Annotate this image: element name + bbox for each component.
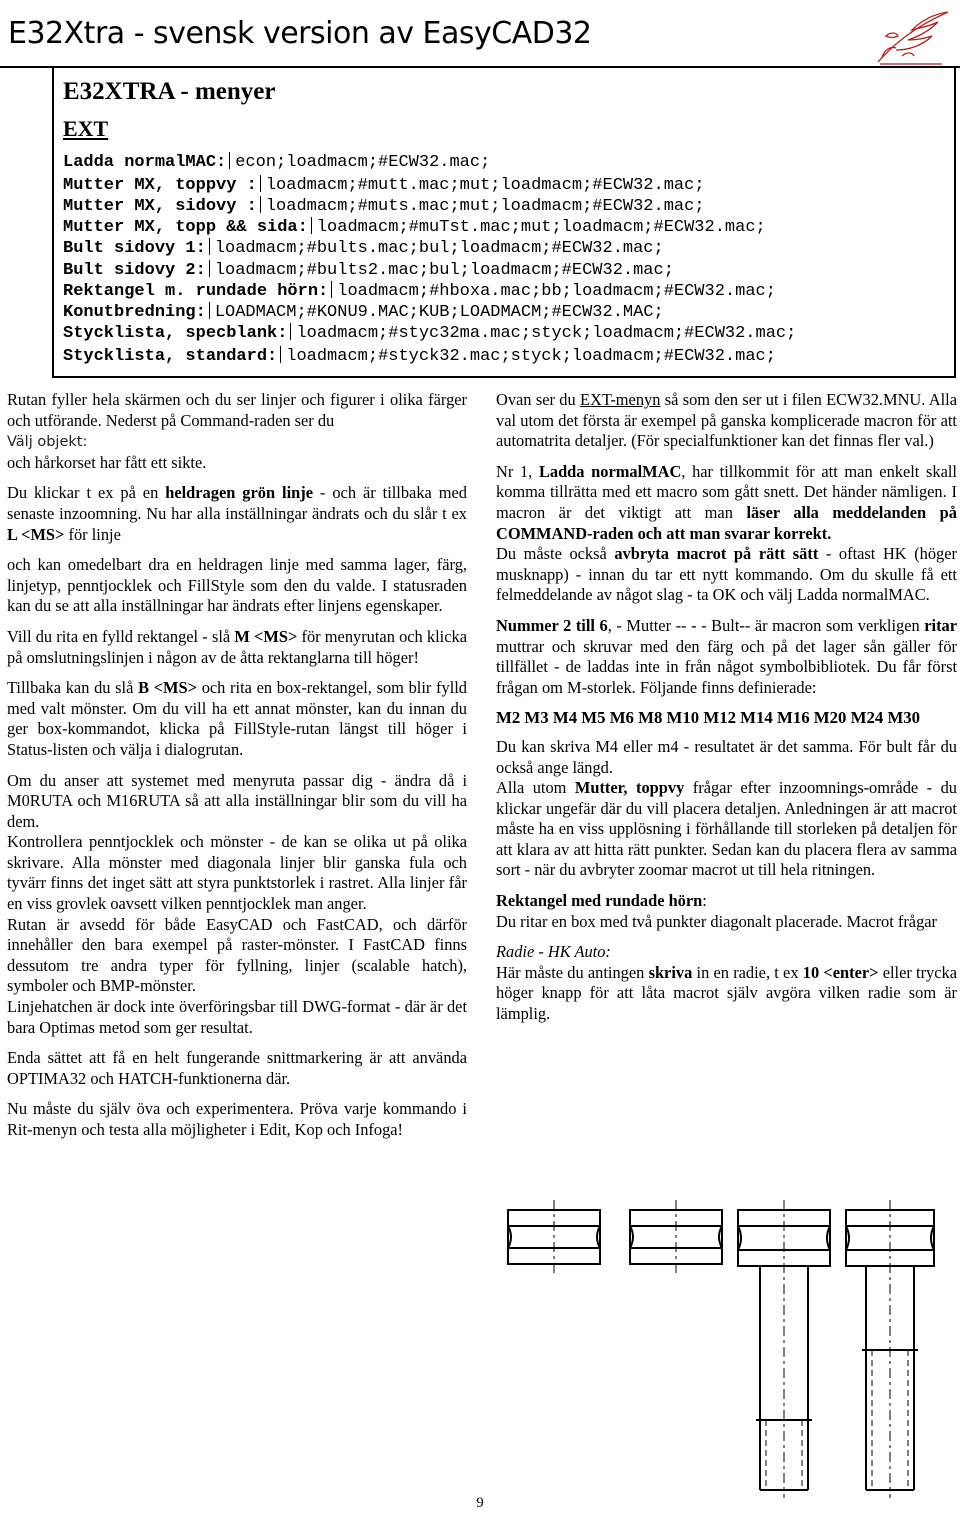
paragraph: Du klickar t ex på en heldragen grön linje - och är tillbaka med senaste inzoomning. Nu har alla inställningar ändrats och du slår t ex L <MS> för linje	[7, 483, 467, 544]
menu-line	[63, 345, 776, 367]
menu-label: Mutter MX, sidovy :	[63, 197, 257, 216]
menu-label: Stycklista, standard:	[63, 347, 278, 366]
paragraph: Du ritar en box med två punkter diagonalt placerade. Macrot frågar	[496, 911, 937, 931]
paragraph: Alla utom Mutter, toppvy frågar efter inzoomnings-område - du klickar ungefär där du vill placera detaljen. Anledningen är att macrot måste ha en viss upplösning i förhållande till storleken på detaljen för att klara av att hitta rätt punkter. Sedan kan du placera flera av samma sort - när du avbryter zoomar macrot ut till hela ritningen.	[496, 778, 957, 880]
paragraph: Rutan är avsedd för både EasyCAD och FastCAD, och därför innehåller den bara exempel på raster-mönster. I FastCAD finns dessutom tre andra typer för fyllning, linjer (scalable hatch), symboler och BMP-mönster.	[7, 914, 467, 996]
paragraph: Tillbaka kan du slå B <MS> och rita en box-rektangel, som blir fylld med valt mönster. Om du vill ha ett annat mönster, kan du innan du ger box-kommandot, klicka på FillStyle-rutan längst till höger i Status-listen och välja i dialogrutan.	[7, 678, 468, 759]
menu-value: LOADMACM;#KONU9.MAC;KUB;LOADMACM;#ECW32.MAC;	[214, 303, 664, 322]
menu-value: loadmacm;#styck32.mac;styck;loadmacm;#ECW32.mac;	[286, 347, 776, 366]
paragraph: Linjehatchen är dock inte överföringsbar till DWG-format - där är det bara Optimas metod som ger resultat.	[7, 997, 467, 1037]
menu-label: Stycklista, specblank:	[63, 324, 288, 343]
prompt-text: Radie - HK Auto:	[496, 942, 611, 962]
paragraph: Rutan fyller hela skärmen och du ser linjer och figurer i olika färger och utförande. Nederst på Command-raden ser du	[7, 390, 467, 430]
menu-line	[63, 280, 776, 302]
right-column	[496, 390, 957, 1035]
prompt-text: Välj objekt:	[7, 434, 88, 451]
paragraph: och hårkorset har fått ett sikte.	[7, 452, 207, 472]
menu-value: loadmacm;#bults.mac;bul;loadmacm;#ECW32.mac;	[214, 239, 664, 258]
subheading: Rektangel med rundade hörn:	[496, 891, 707, 911]
menu-line	[63, 216, 766, 238]
ext-menu-link: EXT-menyn	[579, 390, 661, 409]
menu-line	[63, 301, 664, 323]
menu-line	[63, 237, 664, 259]
menu-label: Bult sidovy 1:	[63, 239, 206, 258]
menu-value: loadmacm;#hboxa.mac;bb;loadmacm;#ECW32.mac;	[337, 282, 776, 301]
menu-line	[63, 174, 705, 196]
menu-value: loadmacm;#muts.mac;mut;loadmacm;#ECW32.mac;	[265, 197, 705, 216]
menu-label: Bult sidovy 2:	[63, 261, 206, 280]
paragraph: Ovan ser du EXT-menyn så som den ser ut i filen ECW32.MNU. Alla val utom det första är exempel på ganska komplicerade macron för att automatrita detaljer. (För specialfunktioner kan det finnas fler val.)	[496, 390, 957, 451]
menu-value: econ;loadmacm;#ECW32.mac;	[235, 153, 491, 172]
menu-title: E32XTRA - menyer	[63, 78, 276, 105]
menu-line	[63, 151, 490, 173]
paragraph: Här måste du antingen skriva in en radie, t ex 10 <enter> eller trycka höger knapp för att låta macrot själv avgöra vilken radie som är lämplig.	[496, 962, 957, 1024]
header-title: E32Xtra - svensk version av EasyCAD32	[8, 16, 592, 51]
menu-label: Konutbredning:	[63, 303, 206, 322]
menu-value: loadmacm;#mutt.mac;mut;loadmacm;#ECW32.mac;	[265, 176, 705, 195]
quill-logo-icon	[872, 6, 954, 68]
size-list: M2 M3 M4 M5 M6 M8 M10 M12 M14 M16 M20 M24 M30	[496, 708, 921, 728]
page-number: 9	[476, 1495, 484, 1511]
bolt-nut-drawing	[500, 1200, 942, 1500]
menu-label: Mutter MX, topp && sida:	[63, 218, 308, 237]
paragraph: Nu måste du själv öva och experimentera. Pröva varje kommando i Rit-menyn och testa alla möjligheter i Edit, Kop och Infoga!	[7, 1099, 467, 1139]
paragraph: och kan omedelbart dra en heldragen linje med samma lager, färg, linjetyp, penntjocklek och FillStyle som den du valde. I statusraden kan du se att alla inställningar har ändrats efter linjens egenskaper.	[7, 555, 467, 616]
paragraph: Du kan skriva M4 eller m4 - resultatet är det samma. För bult får du också ange längd.	[496, 736, 957, 777]
menu-value: loadmacm;#bults2.mac;bul;loadmacm;#ECW32.mac;	[214, 261, 674, 280]
menu-label: Mutter MX, toppvy :	[63, 176, 257, 195]
menu-line	[63, 195, 705, 217]
left-column	[7, 390, 467, 1151]
paragraph: Om du anser att systemet med menyruta passar dig - ändra då i M0RUTA och M16RUTA så att alla inställningar blir som du vill ha dem.	[7, 770, 467, 831]
menu-value: loadmacm;#styc32ma.mac;styck;loadmacm;#ECW32.mac;	[296, 324, 797, 343]
paragraph: Du måste också avbryta macrot på rätt sätt - oftast HK (höger musknapp) - innan du tar ett nytt kommando. Om du skulle få ett felmeddelande av något slag - ta OK och välj Ladda normalMAC.	[496, 544, 957, 605]
menu-line	[63, 259, 674, 281]
paragraph: Vill du rita en fylld rektangel - slå M <MS> för menyrutan och klicka på omslutningslinjen i någon av de åtta rektanglarna till höger!	[7, 626, 467, 667]
menu-value: loadmacm;#muTst.mac;mut;loadmacm;#ECW32.mac;	[316, 218, 766, 237]
menu-subtitle: EXT	[63, 116, 109, 141]
paragraph: Nummer 2 till 6, - Mutter -- - - Bult-- är macron som verkligen ritar muttrar och skruvar med den färg och på det lager sån gäller för tillfället - de laddas inte in från något symbolbibliotek. Du får först frågan om M-storlek. Följande finns definierade:	[496, 615, 957, 697]
paragraph: Enda sättet att få en helt fungerande snittmarkering är att använda OPTIMA32 och HATCH-funktionerna där.	[7, 1048, 467, 1088]
menu-label: Ladda normalMAC:	[63, 153, 227, 172]
paragraph: Nr 1, Ladda normalMAC, har tillkommit för att man enkelt skall komma tillrätta med ett macro som gått snett. Det händer nämligen. I macron är det viktigt att man läser alla meddelanden på COMMAND-raden och att man svarar korrekt.	[496, 461, 957, 543]
paragraph: Kontrollera penntjocklek och mönster - de kan se olika ut på olika skrivare. Alla mönster med diagonala linjer blir ganska fula och tyvärr finns det inget sätt att styra punktstorlek i rastret. Alla linjer får en viss grovlek oavsett vilken penntjocklek man anger.	[7, 832, 467, 914]
menu-line	[63, 322, 796, 344]
menu-label: Rektangel m. rundade hörn:	[63, 282, 329, 301]
